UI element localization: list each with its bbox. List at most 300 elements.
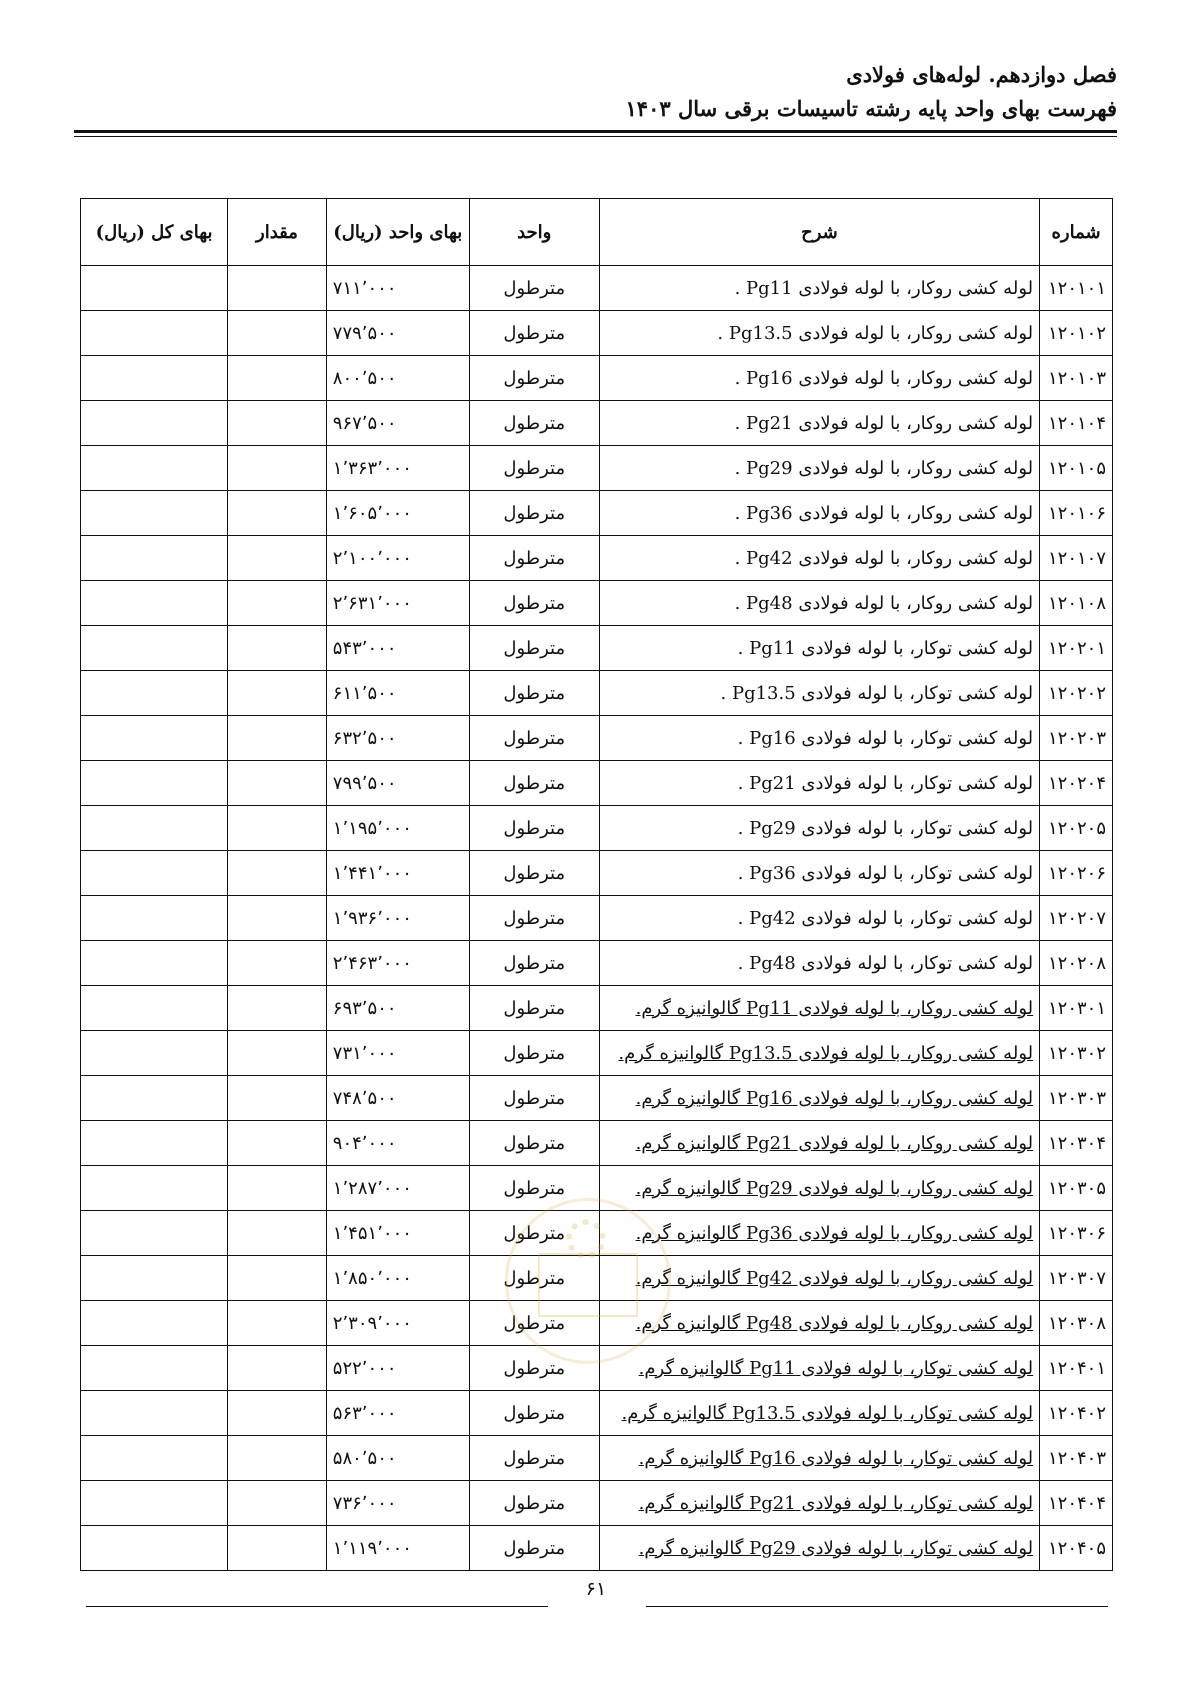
table-row	[81, 446, 1113, 491]
item-description	[599, 986, 1039, 1031]
item-unit	[469, 401, 599, 446]
item-unit-price-text: ۷۳۶٬۰۰۰	[332, 1492, 397, 1514]
item-unit-price	[326, 1211, 469, 1256]
table-row	[81, 851, 1113, 896]
item-code-text: ۱۲۰۱۰۲	[1047, 322, 1106, 344]
item-total-price	[81, 1076, 228, 1121]
item-quantity	[228, 1166, 327, 1211]
item-quantity	[228, 581, 327, 626]
item-unit-price-text: ۱٬۳۶۳٬۰۰۰	[332, 457, 412, 479]
item-quantity	[228, 806, 327, 851]
item-unit	[469, 1481, 599, 1526]
item-unit	[469, 986, 599, 1031]
table-row	[81, 1436, 1113, 1481]
item-description-text: لوله کشی توکار، با لوله فولادی Pg21 گالوانیزه گرم.	[638, 1492, 1034, 1514]
table-row	[81, 356, 1113, 401]
item-description	[599, 1391, 1039, 1436]
item-description-text: لوله کشی توکار، با لوله فولادی Pg29 .	[737, 817, 1034, 839]
item-quantity	[228, 1436, 327, 1481]
item-description-text: لوله کشی توکار، با لوله فولادی Pg11 گالوانیزه گرم.	[638, 1357, 1034, 1379]
item-code	[1040, 1301, 1113, 1346]
item-description-text: لوله کشی روکار، با لوله فولادی Pg42 گالوانیزه گرم.	[635, 1267, 1034, 1289]
item-unit-price	[326, 1256, 469, 1301]
item-unit-text: مترطول	[503, 1312, 566, 1334]
item-unit-text: مترطول	[503, 457, 566, 479]
item-unit-price-text: ۵۲۲٬۰۰۰	[332, 1357, 397, 1379]
item-code	[1040, 581, 1113, 626]
item-unit-price-text: ۱٬۱۱۹٬۰۰۰	[332, 1537, 412, 1559]
item-unit-price-text: ۲٬۳۰۹٬۰۰۰	[332, 1312, 412, 1334]
item-unit-text: مترطول	[503, 1492, 566, 1514]
item-unit-price	[326, 1031, 469, 1076]
column-header-total-price: بهای کل (ریال)	[81, 199, 228, 266]
item-description	[599, 446, 1039, 491]
item-unit-text: مترطول	[503, 1087, 566, 1109]
item-code-text: ۱۲۰۳۰۷	[1047, 1267, 1106, 1289]
item-description-text: لوله کشی روکار، با لوله فولادی Pg21 گالوانیزه گرم.	[635, 1132, 1034, 1154]
item-code	[1040, 1391, 1113, 1436]
footer-rule-left	[86, 1606, 548, 1607]
building-grid-icon	[538, 1253, 638, 1317]
item-code-text: ۱۲۰۳۰۳	[1047, 1087, 1106, 1109]
item-unit	[469, 806, 599, 851]
item-unit-price-text: ۵۴۳٬۰۰۰	[332, 637, 397, 659]
item-code	[1040, 311, 1113, 356]
item-code-text: ۱۲۰۲۰۲	[1047, 682, 1106, 704]
item-quantity	[228, 536, 327, 581]
item-unit-price	[326, 446, 469, 491]
item-unit-price-text: ۱٬۱۹۵٬۰۰۰	[332, 817, 412, 839]
item-description-text: لوله کشی روکار، با لوله فولادی Pg36 .	[734, 502, 1034, 524]
item-code-text: ۱۲۰۲۰۷	[1047, 907, 1106, 929]
item-unit-price-text: ۷۴۸٬۵۰۰	[332, 1087, 397, 1109]
item-code	[1040, 626, 1113, 671]
item-unit-price	[326, 761, 469, 806]
item-unit-price	[326, 1076, 469, 1121]
item-code-text: ۱۲۰۱۰۴	[1047, 412, 1106, 434]
item-total-price	[81, 986, 228, 1031]
item-unit-price-text: ۱٬۲۸۷٬۰۰۰	[332, 1177, 412, 1199]
item-quantity	[228, 401, 327, 446]
item-unit-price-text: ۱٬۴۵۱٬۰۰۰	[332, 1222, 412, 1244]
item-code	[1040, 941, 1113, 986]
item-description-text: لوله کشی روکار، با لوله فولادی Pg16 گالوانیزه گرم.	[635, 1087, 1034, 1109]
item-description	[599, 1121, 1039, 1166]
item-total-price	[81, 671, 228, 716]
item-description	[599, 761, 1039, 806]
table-row	[81, 1391, 1113, 1436]
item-total-price	[81, 536, 228, 581]
item-unit-text: مترطول	[503, 1447, 566, 1469]
item-description-text: لوله کشی روکار، با لوله فولادی Pg29 .	[734, 457, 1034, 479]
item-unit-text: مترطول	[503, 412, 566, 434]
item-unit-price	[326, 581, 469, 626]
item-quantity	[228, 1211, 327, 1256]
table-row	[81, 896, 1113, 941]
item-code	[1040, 851, 1113, 896]
item-description-text: لوله کشی روکار، با لوله فولادی Pg36 گالوانیزه گرم.	[635, 1222, 1034, 1244]
item-unit	[469, 356, 599, 401]
item-code	[1040, 716, 1113, 761]
page-header	[626, 58, 1117, 126]
item-unit-price	[326, 536, 469, 581]
item-quantity	[228, 266, 327, 311]
item-description-text: لوله کشی توکار، با لوله فولادی Pg48 .	[737, 952, 1034, 974]
item-unit-price-text: ۱٬۴۴۱٬۰۰۰	[332, 862, 412, 884]
item-description	[599, 671, 1039, 716]
watermark-seal	[505, 1198, 671, 1364]
item-code-text: ۱۲۰۲۰۵	[1047, 817, 1106, 839]
table-row	[81, 716, 1113, 761]
item-unit-text: مترطول	[503, 1222, 566, 1244]
item-unit	[469, 626, 599, 671]
item-description	[599, 311, 1039, 356]
item-total-price	[81, 311, 228, 356]
item-code	[1040, 896, 1113, 941]
item-code-text: ۱۲۰۱۰۵	[1047, 457, 1106, 479]
item-code-text: ۱۲۰۲۰۱	[1047, 637, 1106, 659]
item-quantity	[228, 761, 327, 806]
item-description	[599, 806, 1039, 851]
item-unit-text: مترطول	[503, 1402, 566, 1424]
item-code-text: ۱۲۰۴۰۳	[1047, 1447, 1106, 1469]
table-row	[81, 536, 1113, 581]
item-description-text: لوله کشی روکار، با لوله فولادی Pg13.5 گالوانیزه گرم.	[618, 1042, 1034, 1064]
item-unit-price-text: ۱٬۶۰۵٬۰۰۰	[332, 502, 412, 524]
item-total-price	[81, 1031, 228, 1076]
item-description-text: لوله کشی توکار، با لوله فولادی Pg21 .	[737, 772, 1034, 794]
table-header-row	[81, 199, 1113, 266]
item-description	[599, 1076, 1039, 1121]
item-quantity	[228, 671, 327, 716]
item-description-text: لوله کشی روکار، با لوله فولادی Pg16 .	[734, 367, 1034, 389]
item-unit-price	[326, 356, 469, 401]
item-unit	[469, 1121, 599, 1166]
item-total-price	[81, 941, 228, 986]
item-description	[599, 626, 1039, 671]
item-unit	[469, 716, 599, 761]
item-unit-price	[326, 1436, 469, 1481]
item-unit	[469, 941, 599, 986]
item-unit	[469, 761, 599, 806]
item-total-price	[81, 446, 228, 491]
item-description-text: لوله کشی توکار، با لوله فولادی Pg13.5 گالوانیزه گرم.	[621, 1402, 1034, 1424]
item-unit-text: مترطول	[503, 727, 566, 749]
item-code	[1040, 536, 1113, 581]
item-description-text: لوله کشی توکار، با لوله فولادی Pg36 .	[737, 862, 1034, 884]
item-code-text: ۱۲۰۳۰۶	[1047, 1222, 1106, 1244]
item-unit-text: مترطول	[503, 592, 566, 614]
item-code-text: ۱۲۰۲۰۶	[1047, 862, 1106, 884]
item-unit-price-text: ۶۳۲٬۵۰۰	[332, 727, 397, 749]
item-unit	[469, 671, 599, 716]
item-unit-price	[326, 1166, 469, 1211]
item-unit-price	[326, 491, 469, 536]
item-unit-price	[326, 941, 469, 986]
column-header-quantity: مقدار	[228, 199, 327, 266]
item-description	[599, 356, 1039, 401]
item-code-text: ۱۲۰۳۰۴	[1047, 1132, 1106, 1154]
item-unit-price	[326, 986, 469, 1031]
item-quantity	[228, 1076, 327, 1121]
item-unit-text: مترطول	[503, 367, 566, 389]
item-quantity	[228, 1256, 327, 1301]
item-unit	[469, 896, 599, 941]
item-code-text: ۱۲۰۳۰۱	[1047, 997, 1106, 1019]
item-quantity	[228, 986, 327, 1031]
item-unit-price-text: ۲٬۱۰۰٬۰۰۰	[332, 547, 412, 569]
item-unit-price-text: ۷۳۱٬۰۰۰	[332, 1042, 397, 1064]
item-total-price	[81, 626, 228, 671]
item-total-price	[81, 266, 228, 311]
item-description	[599, 1436, 1039, 1481]
item-unit-text: مترطول	[503, 547, 566, 569]
item-unit-price-text: ۷۱۱٬۰۰۰	[332, 277, 397, 299]
table-row	[81, 671, 1113, 716]
column-header-unit: واحد	[469, 199, 599, 266]
item-unit-price	[326, 1481, 469, 1526]
item-total-price	[81, 356, 228, 401]
item-unit-price	[326, 1391, 469, 1436]
item-code	[1040, 266, 1113, 311]
item-description	[599, 941, 1039, 986]
item-unit-price	[326, 671, 469, 716]
item-code	[1040, 986, 1113, 1031]
item-unit	[469, 1436, 599, 1481]
item-description	[599, 581, 1039, 626]
table-row	[81, 491, 1113, 536]
item-unit-text: مترطول	[503, 1132, 566, 1154]
item-code-text: ۱۲۰۴۰۱	[1047, 1357, 1106, 1379]
item-unit	[469, 581, 599, 626]
item-total-price	[81, 581, 228, 626]
table-row	[81, 941, 1113, 986]
item-quantity	[228, 1121, 327, 1166]
item-quantity	[228, 491, 327, 536]
item-total-price	[81, 1436, 228, 1481]
column-header-code: شماره	[1040, 199, 1113, 266]
header-rule-thin	[74, 136, 1117, 137]
item-description	[599, 266, 1039, 311]
item-description	[599, 491, 1039, 536]
item-unit-price-text: ۲٬۶۳۱٬۰۰۰	[332, 592, 412, 614]
item-description	[599, 896, 1039, 941]
item-description-text: لوله کشی روکار، با لوله فولادی Pg42 .	[734, 547, 1034, 569]
item-quantity	[228, 1526, 327, 1571]
item-unit-price	[326, 806, 469, 851]
table-row	[81, 311, 1113, 356]
table-row	[81, 401, 1113, 446]
item-unit-price	[326, 1121, 469, 1166]
item-description-text: لوله کشی توکار، با لوله فولادی Pg42 .	[737, 907, 1034, 929]
table-row	[81, 1076, 1113, 1121]
item-quantity	[228, 356, 327, 401]
item-unit-price	[326, 896, 469, 941]
item-unit	[469, 1031, 599, 1076]
item-code-text: ۱۲۰۲۰۸	[1047, 952, 1106, 974]
item-description-text: لوله کشی توکار، با لوله فولادی Pg13.5 .	[720, 682, 1034, 704]
item-unit	[469, 491, 599, 536]
item-unit	[469, 1391, 599, 1436]
item-code	[1040, 1211, 1113, 1256]
item-unit-text: مترطول	[503, 952, 566, 974]
item-description-text: لوله کشی روکار، با لوله فولادی Pg29 گالوانیزه گرم.	[635, 1177, 1034, 1199]
table-row	[81, 626, 1113, 671]
item-unit-price-text: ۵۸۰٬۵۰۰	[332, 1447, 397, 1469]
item-quantity	[228, 941, 327, 986]
item-code-text: ۱۲۰۱۰۱	[1047, 277, 1106, 299]
item-total-price	[81, 1301, 228, 1346]
item-description	[599, 1481, 1039, 1526]
item-unit-price-text: ۶۱۱٬۵۰۰	[332, 682, 397, 704]
item-total-price	[81, 1211, 228, 1256]
item-total-price	[81, 806, 228, 851]
item-code-text: ۱۲۰۲۰۴	[1047, 772, 1106, 794]
item-unit-price	[326, 716, 469, 761]
item-unit-price-text: ۱٬۸۵۰٬۰۰۰	[332, 1267, 412, 1289]
item-unit	[469, 536, 599, 581]
item-code	[1040, 1481, 1113, 1526]
item-code	[1040, 1031, 1113, 1076]
item-description-text: لوله کشی روکار، با لوله فولادی Pg11 .	[734, 277, 1034, 299]
item-description	[599, 1211, 1039, 1256]
item-total-price	[81, 401, 228, 446]
item-code-text: ۱۲۰۳۰۵	[1047, 1177, 1106, 1199]
item-unit-text: مترطول	[503, 1267, 566, 1289]
item-description-text: لوله کشی توکار، با لوله فولادی Pg29 گالوانیزه گرم.	[638, 1537, 1034, 1559]
item-unit-price-text: ۸۰۰٬۵۰۰	[332, 367, 397, 389]
footer-rule-right	[646, 1606, 1108, 1607]
item-code-text: ۱۲۰۳۰۲	[1047, 1042, 1106, 1064]
item-unit-price-text: ۹۰۴٬۰۰۰	[332, 1132, 397, 1154]
item-unit-text: مترطول	[503, 817, 566, 839]
item-unit	[469, 446, 599, 491]
item-unit-price	[326, 311, 469, 356]
item-unit-price-text: ۹۶۷٬۵۰۰	[332, 412, 397, 434]
item-total-price	[81, 1526, 228, 1571]
item-total-price	[81, 1391, 228, 1436]
item-unit-text: مترطول	[503, 682, 566, 704]
item-description-text: لوله کشی توکار، با لوله فولادی Pg11 .	[737, 637, 1034, 659]
item-description-text: لوله کشی روکار، با لوله فولادی Pg13.5 .	[717, 322, 1034, 344]
document-title: فهرست بهای واحد پایه رشته تاسیسات برقی سال ۱۴۰۳	[625, 96, 1117, 121]
price-list-table	[80, 198, 1113, 1571]
item-description-text: لوله کشی روکار، با لوله فولادی Pg48 .	[734, 592, 1034, 614]
item-code-text: ۱۲۰۱۰۸	[1047, 592, 1106, 614]
item-unit-text: مترطول	[503, 1042, 566, 1064]
item-code	[1040, 671, 1113, 716]
item-unit-price-text: ۵۶۳٬۰۰۰	[332, 1402, 397, 1424]
item-description-text: لوله کشی توکار، با لوله فولادی Pg16 گالوانیزه گرم.	[638, 1447, 1034, 1469]
item-description	[599, 1031, 1039, 1076]
item-code-text: ۱۲۰۱۰۶	[1047, 502, 1106, 524]
item-unit	[469, 851, 599, 896]
item-unit-text: مترطول	[503, 1177, 566, 1199]
item-total-price	[81, 1256, 228, 1301]
item-unit-price	[326, 401, 469, 446]
item-total-price	[81, 1166, 228, 1211]
table-row	[81, 806, 1113, 851]
item-quantity	[228, 1346, 327, 1391]
column-header-unit-price: بهای واحد (ریال)	[326, 199, 469, 266]
item-unit-text: مترطول	[503, 277, 566, 299]
item-unit-text: مترطول	[503, 502, 566, 524]
item-unit-price-text: ۶۹۳٬۵۰۰	[332, 997, 397, 1019]
table-row	[81, 1526, 1113, 1571]
item-code-text: ۱۲۰۱۰۳	[1047, 367, 1106, 389]
item-unit-text: مترطول	[503, 862, 566, 884]
item-code	[1040, 491, 1113, 536]
item-code-text: ۱۲۰۴۰۵	[1047, 1537, 1106, 1559]
item-unit	[469, 1076, 599, 1121]
item-unit-text: مترطول	[503, 1537, 566, 1559]
item-code	[1040, 356, 1113, 401]
table-row	[81, 266, 1113, 311]
item-code-text: ۱۲۰۴۰۴	[1047, 1492, 1106, 1514]
table-row	[81, 1031, 1113, 1076]
item-unit-price-text: ۲٬۴۶۳٬۰۰۰	[332, 952, 412, 974]
item-unit-text: مترطول	[503, 772, 566, 794]
item-code	[1040, 1166, 1113, 1211]
item-total-price	[81, 1121, 228, 1166]
item-total-price	[81, 716, 228, 761]
item-quantity	[228, 896, 327, 941]
item-unit	[469, 1526, 599, 1571]
item-code	[1040, 1076, 1113, 1121]
item-quantity	[228, 446, 327, 491]
item-code-text: ۱۲۰۲۰۳	[1047, 727, 1106, 749]
table-row	[81, 1121, 1113, 1166]
item-code	[1040, 761, 1113, 806]
item-unit-price	[326, 266, 469, 311]
item-description	[599, 851, 1039, 896]
item-code	[1040, 1526, 1113, 1571]
item-unit-price	[326, 1526, 469, 1571]
item-total-price	[81, 1481, 228, 1526]
item-description	[599, 716, 1039, 761]
item-description	[599, 1346, 1039, 1391]
item-quantity	[228, 851, 327, 896]
item-unit-text: مترطول	[503, 907, 566, 929]
item-unit-price	[326, 1346, 469, 1391]
chapter-title: فصل دوازدهم. لوله‌های فولادی	[846, 62, 1117, 87]
item-unit-price-text: ۷۷۹٬۵۰۰	[332, 322, 397, 344]
item-quantity	[228, 626, 327, 671]
item-description	[599, 1166, 1039, 1211]
item-code	[1040, 806, 1113, 851]
item-total-price	[81, 761, 228, 806]
header-rule-thick	[74, 130, 1117, 133]
item-quantity	[228, 1301, 327, 1346]
item-quantity	[228, 1391, 327, 1436]
item-description	[599, 401, 1039, 446]
table-row	[81, 761, 1113, 806]
item-total-price	[81, 491, 228, 536]
item-unit-price-text: ۷۹۹٬۵۰۰	[332, 772, 397, 794]
item-unit-price	[326, 851, 469, 896]
item-description-text: لوله کشی روکار، با لوله فولادی Pg48 گالوانیزه گرم.	[635, 1312, 1034, 1334]
item-total-price	[81, 896, 228, 941]
column-header-description: شرح	[599, 199, 1039, 266]
table-row	[81, 581, 1113, 626]
item-unit	[469, 266, 599, 311]
item-code	[1040, 446, 1113, 491]
item-description	[599, 536, 1039, 581]
item-code	[1040, 1121, 1113, 1166]
item-unit-text: مترطول	[503, 637, 566, 659]
table-row	[81, 1481, 1113, 1526]
page-number: ۶۱	[585, 1578, 607, 1600]
